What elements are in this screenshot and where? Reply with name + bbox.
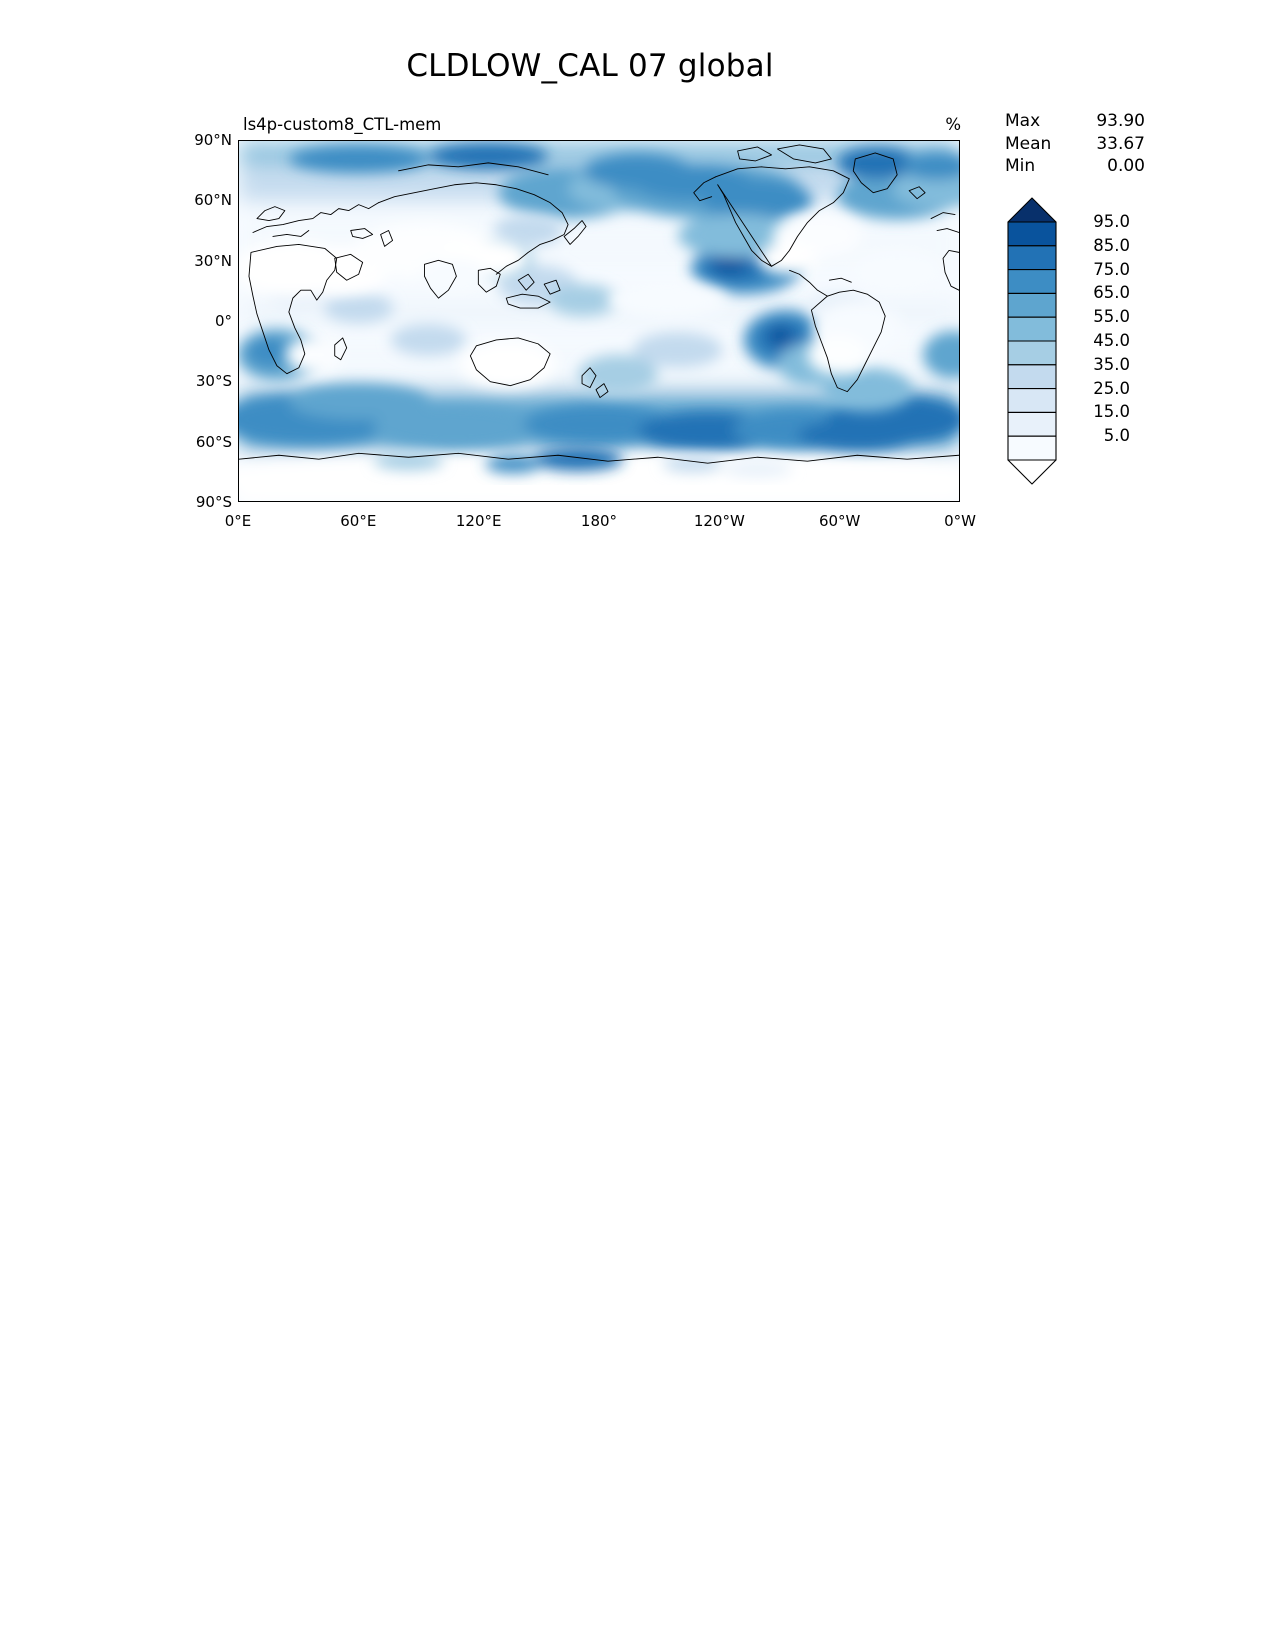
x-tick-label: 180° [580,512,618,530]
colorbar-tick: 5.0 [1103,426,1130,446]
colorbar-tick: 65.0 [1093,283,1130,303]
x-tick-label: 120°W [693,512,745,530]
x-tick-label: 60°E [340,512,377,530]
colorbar [1006,196,1058,486]
page-title: CLDLOW_CAL 07 global [406,48,774,84]
colorbar-tick: 25.0 [1093,378,1130,398]
x-axis-ticks [224,512,976,536]
map-plot-area[interactable] [238,140,960,502]
y-tick-label: 60°N [194,191,232,210]
colorbar-tick: 85.0 [1093,235,1130,255]
x-tick-label: 0°E [224,512,252,530]
colorbar-tick: 75.0 [1093,259,1130,279]
colorbar-canvas [1006,196,1058,486]
x-tick-label: 60°W [818,512,861,530]
colorbar-tick: 95.0 [1093,212,1130,231]
dataset-label: ls4p-custom8_CTL-mem [243,115,442,134]
colorbar-tick: 15.0 [1093,402,1130,422]
units-label: % [945,115,961,134]
y-tick-label: 30°S [195,372,232,391]
x-tick-label: 0°W [944,512,976,530]
y-tick-label: 60°S [195,432,232,451]
y-tick-label: 90°N [194,131,232,149]
stat-mean [1005,133,1145,156]
colorbar-extend-top [1008,198,1056,222]
y-tick-label: 90°S [195,493,232,511]
stat-max-value: 93.90 [1096,111,1145,131]
y-axis-ticks [180,131,232,511]
stat-min [1005,155,1145,178]
stat-mean-label: Mean [1005,133,1052,154]
x-tick-label: 120°E [455,512,502,530]
stat-mean-value: 33.67 [1096,133,1145,154]
stat-min-label: Min [1005,156,1036,176]
statistics-block [1005,110,1145,178]
colorbar-tick: 55.0 [1093,307,1130,327]
stat-max-label: Max [1005,111,1041,131]
colorbar-tick: 45.0 [1093,331,1130,350]
y-tick-label: 30°N [194,251,232,270]
map-canvas [239,141,959,501]
colorbar-extend-bottom [1008,460,1056,484]
colorbar-tick-labels [1060,196,1130,486]
colorbar-tick: 35.0 [1093,354,1130,374]
stat-max [1005,110,1145,133]
y-tick-label: 0° [214,312,232,330]
stat-min-value: 0.00 [1107,156,1145,176]
